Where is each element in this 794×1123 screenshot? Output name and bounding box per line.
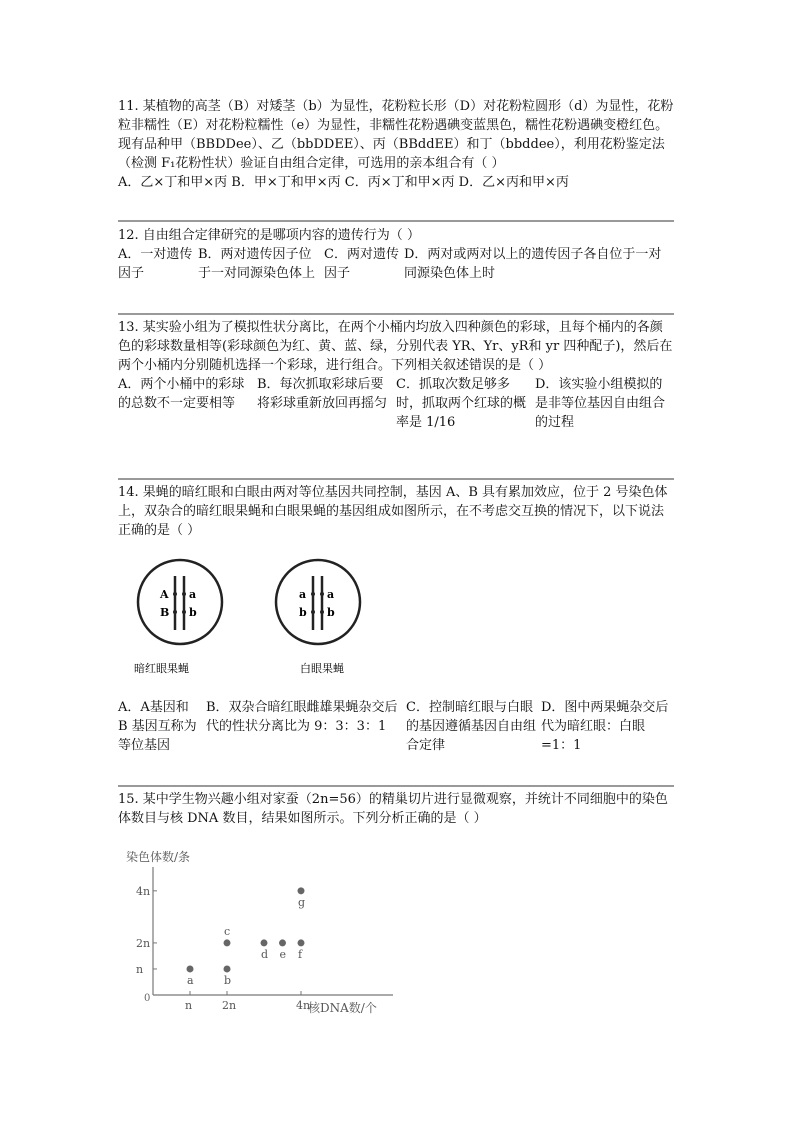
options-row — [118, 245, 674, 283]
data-point-c — [224, 939, 231, 946]
option-a: A．A基因和 B 基因互称为等位基因 — [118, 700, 197, 753]
data-point-label: c — [224, 924, 231, 938]
question-stem: 12. 自由组合定律研究的是哪项内容的遗传行为（ ） — [118, 228, 420, 243]
question-12 — [118, 226, 674, 283]
data-point-e — [279, 939, 286, 946]
divider — [118, 478, 674, 480]
allele-label: A — [160, 588, 169, 601]
question-stem: 13. 某实验小组为了模拟性状分离比，在两个小桶内均放入四种颜色的彩球，且每个桶内的各颜色的彩球数量相等(彩球颜色为红、黄、蓝、绿，分别代表 YR、Yr、yR和 yr 四种配子)，然后在两个小桶内分别随机选择一个彩球，进行组合。下列相关叙述错误的是（ ） — [118, 320, 673, 373]
data-point-label: b — [224, 973, 232, 987]
y-tick-label: n — [136, 962, 144, 976]
option-b: B．每次抓取彩球后要将彩球重新放回再摇匀 — [257, 377, 388, 411]
x-tick-label: 4n — [296, 999, 311, 1012]
question-13 — [118, 318, 674, 432]
chromosome-diagram — [132, 554, 372, 679]
allele-label: a — [189, 588, 197, 601]
options-row — [118, 375, 674, 432]
question-14 — [118, 483, 674, 540]
question-11 — [118, 97, 674, 192]
divider — [118, 220, 674, 222]
option-c: C．两对遗传因子 — [324, 247, 399, 281]
data-point-g — [298, 887, 305, 894]
data-point-f — [298, 939, 305, 946]
data-point-b — [224, 965, 231, 972]
option-d: D．该实验小组模拟的是非等位基因自由组合的过程 — [535, 377, 666, 430]
origin-label: 0 — [144, 993, 151, 1004]
data-point-label: e — [279, 947, 287, 961]
scatter-chart — [118, 845, 398, 1025]
x-axis-label: 核DNA数/个 — [308, 1001, 377, 1015]
question-stem: 15. 某中学生物兴趣小组对家蚕（2n=56）的精巢切片进行显微观察，并统计不同细胞中的染色体数目与核 DNA 数目，结果如图所示。下列分析正确的是（ ） — [118, 792, 668, 826]
question-14-options — [118, 698, 674, 755]
x-tick-label: 2n — [222, 999, 237, 1012]
allele-label: a — [299, 588, 307, 601]
y-tick-label: 2n — [136, 936, 151, 950]
data-point-label: f — [298, 947, 303, 961]
options-row — [118, 698, 674, 755]
allele-label: b — [299, 606, 307, 619]
cell-dark-red-eye — [134, 560, 222, 675]
data-point-label: g — [298, 895, 306, 909]
option-d: D．两对或两对以上的遗传因子各自位于一对同源染色体上时 — [404, 247, 662, 281]
data-point-label: d — [261, 947, 269, 961]
allele-label: b — [327, 606, 335, 619]
allele-label: B — [160, 606, 170, 619]
option-a: A．两个小桶中的彩球的总数不一定要相等 — [118, 377, 245, 411]
option-a: A．一对遗传因子 — [118, 247, 193, 281]
question-options: A．乙×丁和甲×丙 B．甲×丁和甲×丙 C．丙×丁和甲×丙 D．乙×丙和甲×丙 — [118, 175, 569, 190]
data-points — [187, 887, 306, 987]
option-b: B．两对遗传因子位于一对同源染色体上 — [198, 247, 316, 281]
divider — [118, 313, 674, 315]
question-stem: 14. 果蝇的暗红眼和白眼由两对等位基因共同控制，基因 A、B 具有累加效应，位于 2 号染色体上，双杂合的暗红眼果蝇和白眼果蝇的基因组成如图所示，在不考虑交互换的情况下，以下说法正确的是（ ） — [118, 485, 668, 538]
allele-label: b — [189, 606, 197, 619]
option-d: D．图中两果蝇杂交后代为暗红眼：白眼=1：1 — [541, 700, 669, 753]
y-axis-label: 染色体数/条 — [126, 850, 191, 864]
x-tick-label: n — [185, 999, 193, 1012]
option-c: C．控制暗红眼与白眼的基因遵循基因自由组合定律 — [406, 700, 537, 753]
allele-label: a — [327, 588, 335, 601]
cell-caption: 白眼果蝇 — [300, 662, 344, 675]
cell-white-eye — [276, 560, 360, 675]
option-b: B．双杂合暗红眼雌雄果蝇杂交后代的性状分离比为 9：3：3：1 — [206, 700, 398, 734]
data-point-a — [187, 965, 194, 972]
question-15 — [118, 790, 674, 828]
data-point-label: a — [187, 973, 194, 987]
question-stem: 11. 某植物的高茎（B）对矮茎（b）为显性，花粉粒长形（D）对花粉粒圆形（d）为显性，花粉粒非糯性（E）对花粉粒糯性（e）为显性，非糯性花粉遇碘变蓝黑色，糯性花粉遇碘变橙红色。现有品种甲（BBDDee）、乙（bbDDEE）、丙（BBddEE）和丁（bbddee），利用花粉鉴定法（检测 F₁花粉性状）验证自由组合定律，可选用的亲本组合有（ ） — [118, 99, 674, 171]
cell-caption: 暗红眼果蝇 — [134, 662, 189, 675]
option-c: C．抓取次数足够多时，抓取两个红球的概率是 1/16 — [396, 377, 527, 430]
divider — [118, 785, 674, 787]
y-tick-label: 4n — [136, 884, 151, 898]
data-point-d — [261, 939, 268, 946]
